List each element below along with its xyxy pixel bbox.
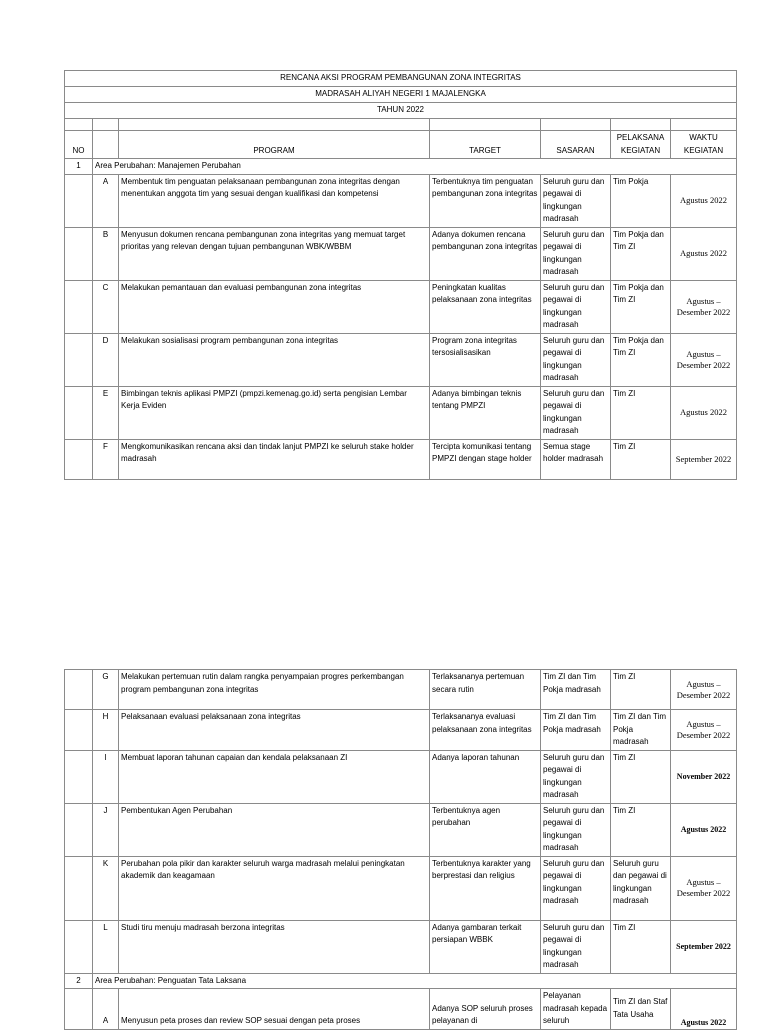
sasaran-cell: Seluruh guru dan pegawai di lingkungan madrasah	[541, 227, 611, 280]
waktu-cell: September 2022	[671, 920, 737, 973]
target-cell: Peningkatan kualitas pelaksanaan zona integritas	[430, 280, 541, 333]
pelaksana-cell: Tim ZI	[611, 386, 671, 439]
table-row	[65, 750, 737, 803]
waktu-cell: Agustus – Desember 2022	[671, 280, 737, 333]
row-letter: J	[93, 803, 119, 856]
program-cell: Mengkomunikasikan rencana aksi dan tindak lanjut PMPZI ke seluruh stake holder madrasah	[119, 439, 430, 479]
sasaran-cell: Pelayanan madrasah kepada seluruh	[541, 989, 611, 1030]
document-year: TAHUN 2022	[65, 103, 737, 119]
table-row	[65, 174, 737, 227]
waktu-cell: September 2022	[671, 439, 737, 479]
row-letter: H	[93, 710, 119, 751]
pelaksana-cell: Tim ZI dan Staf Tata Usaha	[611, 989, 671, 1030]
table-row	[65, 333, 737, 386]
pelaksana-cell: Seluruh guru dan pegawai di lingkungan madrasah	[611, 856, 671, 920]
sasaran-cell: Semua stage holder madrasah	[541, 439, 611, 479]
waktu-cell: Agustus 2022	[671, 227, 737, 280]
pelaksana-cell: Tim ZI dan Tim Pokja madrasah	[611, 710, 671, 751]
table-row	[65, 439, 737, 479]
row-letter: E	[93, 386, 119, 439]
pelaksana-cell: Tim ZI	[611, 920, 671, 973]
column-header-no: NO	[65, 131, 93, 159]
table-row	[65, 710, 737, 751]
waktu-cell: Agustus – Desember 2022	[671, 333, 737, 386]
column-header-program: PROGRAM	[119, 131, 430, 159]
row-letter: K	[93, 856, 119, 920]
target-cell: Program zona integritas tersosialisasikan	[430, 333, 541, 386]
table-row	[65, 803, 737, 856]
pelaksana-cell: Tim ZI	[611, 803, 671, 856]
pelaksana-cell: Tim Pokja	[611, 174, 671, 227]
pelaksana-cell: Tim ZI	[611, 750, 671, 803]
action-plan-table-page-2	[64, 669, 737, 1030]
sasaran-cell: Seluruh guru dan pegawai di lingkungan madrasah	[541, 750, 611, 803]
row-letter: C	[93, 280, 119, 333]
waktu-cell: Agustus 2022	[671, 989, 737, 1030]
program-cell: Studi tiru menuju madrasah berzona integritas	[119, 920, 430, 973]
program-cell: Pembentukan Agen Perubahan	[119, 803, 430, 856]
row-letter: L	[93, 920, 119, 973]
column-header-waktu: WAKTU KEGIATAN	[671, 131, 737, 159]
row-letter: A	[93, 989, 119, 1030]
row-letter: F	[93, 439, 119, 479]
column-header-target: TARGET	[430, 131, 541, 159]
sasaran-cell: Tim ZI dan Tim Pokja madrasah	[541, 670, 611, 710]
target-cell: Terbentuknya agen perubahan	[430, 803, 541, 856]
table-row	[65, 670, 737, 710]
sasaran-cell: Seluruh guru dan pegawai di lingkungan madrasah	[541, 386, 611, 439]
column-header-sasaran: SASARAN	[541, 131, 611, 159]
waktu-cell: Agustus – Desember 2022	[671, 710, 737, 751]
pelaksana-cell: Tim Pokja dan Tim ZI	[611, 280, 671, 333]
target-cell: Adanya SOP seluruh proses pelayanan di	[430, 989, 541, 1030]
program-cell: Melakukan sosialisasi program pembangunan zona integritas	[119, 333, 430, 386]
table-row	[65, 386, 737, 439]
program-cell: Pelaksanaan evaluasi pelaksanaan zona integritas	[119, 710, 430, 751]
program-cell: Bimbingan teknis aplikasi PMPZI (pmpzi.kemenag.go.id) serta pengisian Lembar Kerja Eviden	[119, 386, 430, 439]
target-cell: Terbentuknya karakter yang berprestasi dan religius	[430, 856, 541, 920]
area-number: 1	[65, 159, 93, 175]
row-letter: A	[93, 174, 119, 227]
program-cell: Menyusun dokumen rencana pembangunan zona integritas yang memuat target prioritas yang relevan dengan tujuan pembangunan WBK/WBBM	[119, 227, 430, 280]
table-row	[65, 227, 737, 280]
waktu-cell: Agustus 2022	[671, 174, 737, 227]
row-letter: B	[93, 227, 119, 280]
pelaksana-cell: Tim Pokja dan Tim ZI	[611, 333, 671, 386]
row-letter: G	[93, 670, 119, 710]
table-row	[65, 280, 737, 333]
waktu-cell: Agustus 2022	[671, 803, 737, 856]
pelaksana-cell: Tim ZI	[611, 439, 671, 479]
program-cell: Melakukan pertemuan rutin dalam rangka penyampaian progres perkembangan program pembangunan zona integritas	[119, 670, 430, 710]
waktu-cell: Agustus – Desember 2022	[671, 670, 737, 710]
target-cell: Terbentuknya tim penguatan pembangunan zona integritas	[430, 174, 541, 227]
waktu-cell: Agustus 2022	[671, 386, 737, 439]
table-row	[65, 856, 737, 920]
sasaran-cell: Seluruh guru dan pegawai di lingkungan madrasah	[541, 333, 611, 386]
target-cell: Adanya gambaran terkait persiapan WBBK	[430, 920, 541, 973]
pelaksana-cell: Tim Pokja dan Tim ZI	[611, 227, 671, 280]
target-cell: Terlaksananya evaluasi pelaksanaan zona integritas	[430, 710, 541, 751]
area-label: Area Perubahan: Manajemen Perubahan	[93, 159, 737, 175]
target-cell: Terlaksananya pertemuan secara rutin	[430, 670, 541, 710]
target-cell: Adanya dokumen rencana pembangunan zona integritas	[430, 227, 541, 280]
program-cell: Melakukan pemantauan dan evaluasi pembangunan zona integritas	[119, 280, 430, 333]
school-name: MADRASAH ALIYAH NEGERI 1 MAJALENGKA	[65, 87, 737, 103]
row-letter: D	[93, 333, 119, 386]
program-cell: Membentuk tim penguatan pelaksanaan pembangunan zona integritas dengan menentukan anggota tim yang sesuai dengan kualifikasi dan kompetensi	[119, 174, 430, 227]
target-cell: Tercipta komunikasi tentang PMPZI dengan stage holder	[430, 439, 541, 479]
sasaran-cell: Tim ZI dan Tim Pokja madrasah	[541, 710, 611, 751]
row-letter: I	[93, 750, 119, 803]
waktu-cell: November 2022	[671, 750, 737, 803]
target-cell: Adanya laporan tahunan	[430, 750, 541, 803]
program-cell: Membuat laporan tahunan capaian dan kendala pelaksanaan ZI	[119, 750, 430, 803]
waktu-cell: Agustus – Desember 2022	[671, 856, 737, 920]
column-header-pelaksana: PELAKSANA KEGIATAN	[611, 131, 671, 159]
sasaran-cell: Seluruh guru dan pegawai di lingkungan madrasah	[541, 856, 611, 920]
area-label: Area Perubahan: Penguatan Tata Laksana	[93, 973, 737, 989]
area-number: 2	[65, 973, 93, 989]
action-plan-table-page-1	[64, 70, 737, 480]
pelaksana-cell: Tim ZI	[611, 670, 671, 710]
table-row	[65, 920, 737, 973]
sasaran-cell: Seluruh guru dan pegawai di lingkungan madrasah	[541, 920, 611, 973]
program-cell: Perubahan pola pikir dan karakter seluruh warga madrasah melalui peningkatan akademik dan keagamaan	[119, 856, 430, 920]
document-title: RENCANA AKSI PROGRAM PEMBANGUNAN ZONA INTEGRITAS	[65, 71, 737, 87]
table-row	[65, 989, 737, 1030]
sasaran-cell: Seluruh guru dan pegawai di lingkungan madrasah	[541, 803, 611, 856]
target-cell: Adanya bimbingan teknis tentang PMPZI	[430, 386, 541, 439]
program-cell: Menyusun peta proses dan review SOP sesuai dengan peta proses	[119, 989, 430, 1030]
sasaran-cell: Seluruh guru dan pegawai di lingkungan madrasah	[541, 174, 611, 227]
sasaran-cell: Seluruh guru dan pegawai di lingkungan madrasah	[541, 280, 611, 333]
